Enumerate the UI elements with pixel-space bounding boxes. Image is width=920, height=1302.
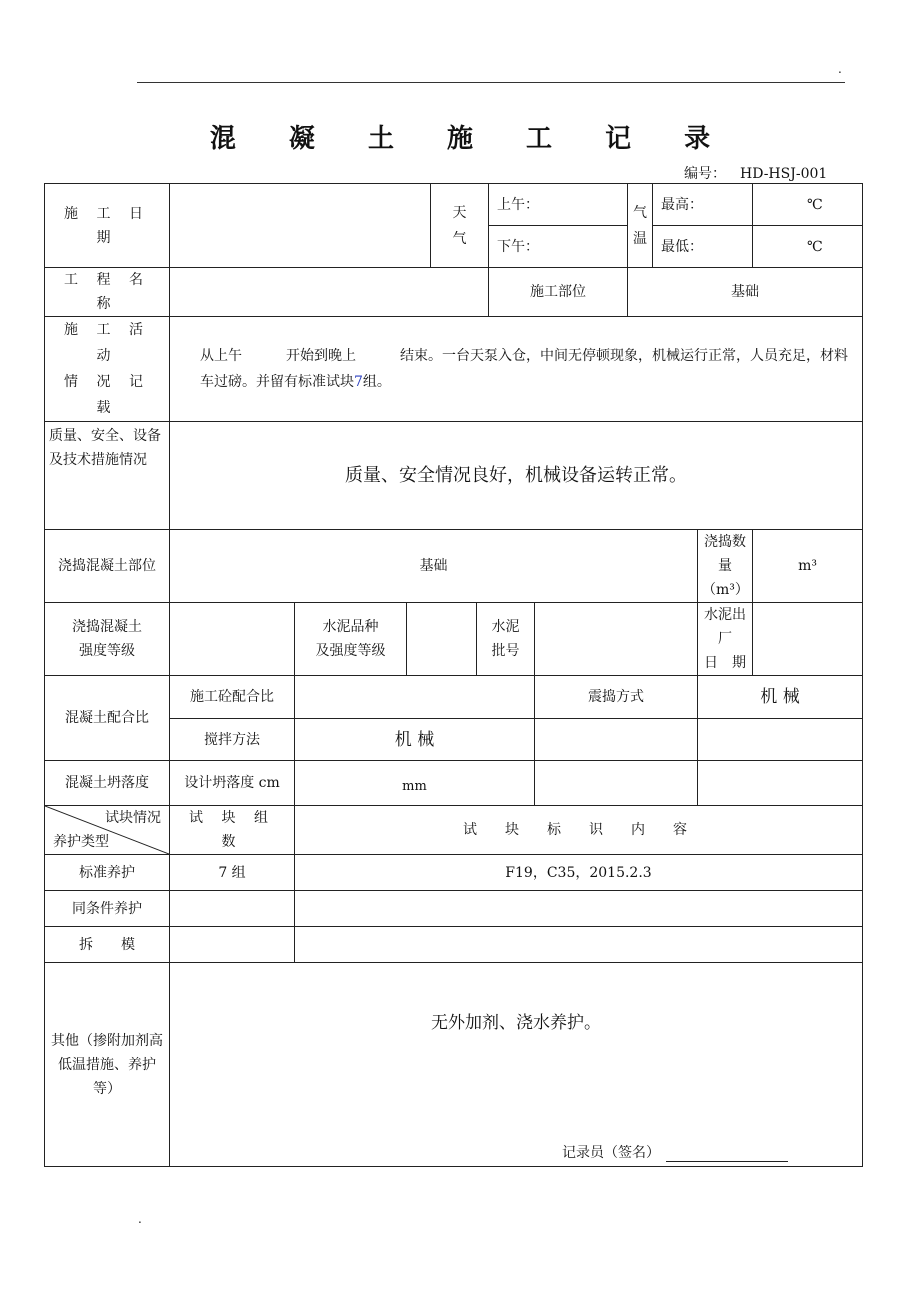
vibrate-label: 震捣方式	[535, 676, 698, 719]
standard-curing-label: 标准养护	[45, 855, 170, 891]
pour-quantity-unit: m³	[753, 530, 863, 603]
temp-max-label: 最高：	[661, 196, 703, 213]
activity-part-2: 开始到晚上	[286, 348, 356, 364]
vibrate-value: 机 械	[698, 676, 863, 719]
pour-part-value: 基础	[170, 530, 698, 603]
construction-date-label: 施 工 日 期	[45, 184, 170, 268]
weather-label: 天 气	[431, 184, 489, 268]
header-rule	[137, 82, 845, 83]
sample-content-label: 试 块 标 识 内 容	[295, 806, 863, 855]
same-condition-curing-label: 同条件养护	[45, 891, 170, 927]
serial-label: 编号：	[684, 166, 726, 182]
cement-type-label: 水泥品种 及强度等级	[295, 603, 407, 676]
recorder-signature	[562, 1142, 788, 1162]
diag-bottom-label: 养护类型	[53, 834, 109, 850]
activity-part-3: 结束。一台天泵入仓，中间无停顿现象，机械运行正常，人员充足，材料车过磅。并留有标准试块	[200, 348, 848, 390]
document-title: 混 凝 土 施 工 记 录	[209, 124, 733, 154]
slump-extra-cell-2	[698, 761, 863, 806]
cement-batch-value	[535, 603, 698, 676]
pour-quantity-label: 浇捣数量 （m³）	[698, 530, 753, 603]
demold-content	[295, 927, 863, 963]
stir-extra-cell-2	[698, 719, 863, 761]
standard-curing-count: 7 组	[170, 855, 295, 891]
stir-method-label: 搅拌方法	[170, 719, 295, 761]
slump-label: 混凝土坍落度	[45, 761, 170, 806]
construction-mix-value	[295, 676, 535, 719]
cement-date-label: 水泥出厂 日 期	[698, 603, 753, 676]
stir-method-value: 机 械	[295, 719, 535, 761]
pour-part-label: 浇捣混凝土部位	[45, 530, 170, 603]
slump-unit: mm	[295, 761, 535, 806]
sample-count-inline: 7	[354, 374, 363, 390]
temp-max	[653, 184, 753, 226]
standard-curing-content: F19，C35，2015.2.3	[295, 855, 863, 891]
cement-type-value	[407, 603, 477, 676]
activity-record	[170, 317, 863, 422]
slump-extra-cell	[535, 761, 698, 806]
other-label: 其他（掺附加剂高低温措施、养护等）	[45, 963, 170, 1167]
cement-batch-label: 水泥 批号	[477, 603, 535, 676]
stir-extra-cell	[535, 719, 698, 761]
project-name-label: 工 程 名 称	[45, 268, 170, 317]
demold-count	[170, 927, 295, 963]
slump-design-label: 设计坍落度 cm	[170, 761, 295, 806]
same-condition-curing-count	[170, 891, 295, 927]
strength-grade-value	[170, 603, 295, 676]
weather-pm-label: 下午：	[489, 226, 628, 268]
activity-part-4: 组。	[362, 374, 391, 390]
footer-mark: .	[138, 1212, 142, 1226]
sample-diagonal-header	[45, 806, 170, 855]
mix-ratio-label: 混凝土配合比	[45, 676, 170, 761]
demold-label: 拆 模	[45, 927, 170, 963]
temp-min-label: 最低：	[653, 226, 753, 268]
construction-date-value	[170, 184, 431, 268]
quality-label: 质量、安全、设备及技术措施情况	[45, 422, 170, 530]
serial-value: HD-HSJ-001	[740, 166, 828, 182]
project-name-value	[170, 268, 489, 317]
quality-value: 质量、安全情况良好，机械设备运转正常。	[170, 422, 863, 530]
weather-am-label: 上午：	[489, 184, 628, 226]
header-mark: .	[838, 62, 842, 76]
activity-label: 施 工 活 动 情 况 记 载	[45, 317, 170, 422]
construction-part-value: 基础	[628, 268, 863, 317]
cement-date-value	[753, 603, 863, 676]
temp-max-unit: ℃	[753, 184, 863, 226]
strength-grade-label: 浇捣混凝土 强度等级	[45, 603, 170, 676]
serial-number	[684, 163, 827, 183]
same-condition-curing-content	[295, 891, 863, 927]
construction-part-label: 施工部位	[489, 268, 628, 317]
record-table	[44, 183, 863, 1167]
temperature-label: 气 温	[628, 184, 653, 268]
diag-top-label: 试块情况	[105, 810, 161, 826]
sample-count-label: 试 块 组 数	[170, 806, 295, 855]
recorder-label: 记录员（签名）	[562, 1145, 660, 1161]
temp-min-unit: ℃	[753, 226, 863, 268]
other-value: 无外加剂、浇水养护。	[170, 963, 863, 1167]
activity-part-1: 从上午	[200, 348, 242, 364]
construction-mix-label: 施工砼配合比	[170, 676, 295, 719]
signature-line[interactable]	[666, 1145, 788, 1162]
